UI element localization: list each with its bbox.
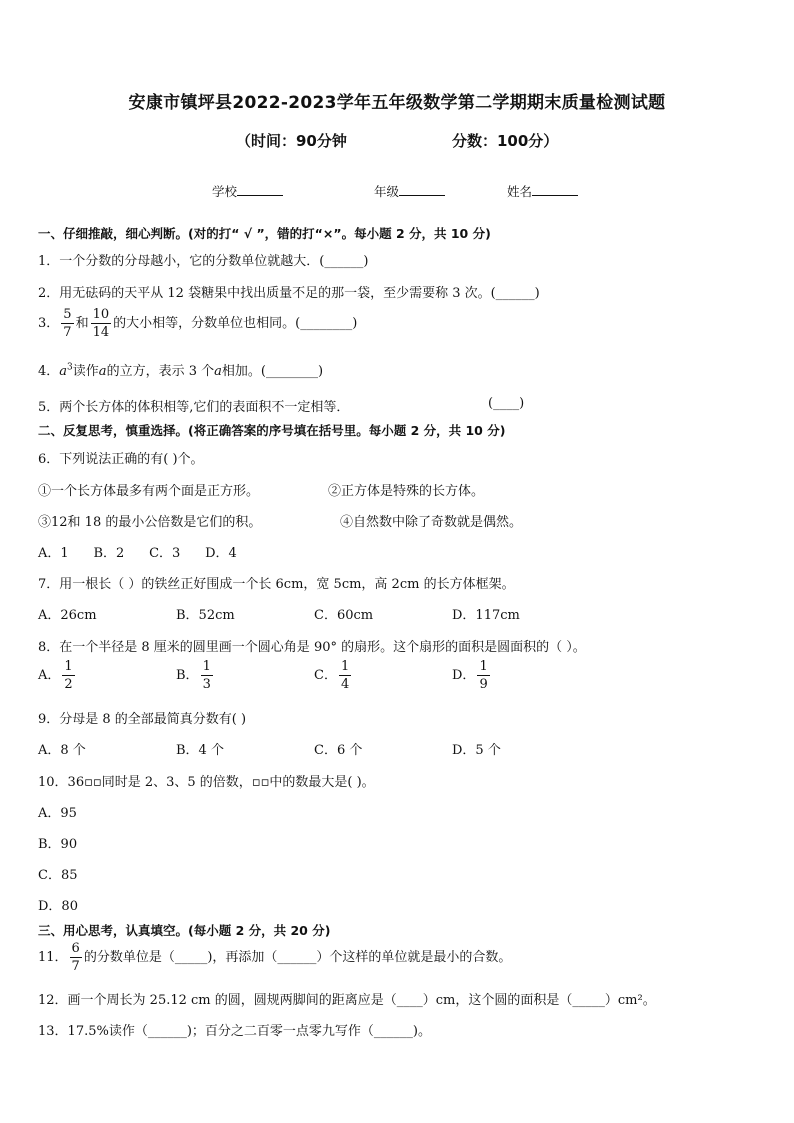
- question-10: 10．36▫▫同时是 2、3、5 的倍数，▫▫中的数最大是( )。: [38, 775, 375, 790]
- question-5-blank: (____): [488, 396, 525, 411]
- section-1-heading: 一、仔细推敲，细心判断。(对的打“ √ ”，错的打“×”。每小题 2 分，共 10 分): [38, 226, 491, 241]
- question-11: 11． $\frac{6}{7}$ 的分数单位是（_____)，再添加（______）个这样的单位就是最小的合数。: [38, 941, 512, 974]
- section-2-heading: 二、反复思考，慎重选择。(将正确答案的序号填在括号里。每小题 2 分，共 10 分): [38, 423, 506, 438]
- q3-number: 3．: [38, 316, 60, 331]
- question-13: 13．17.5%读作（______)；百分之二百零一点零九写作（______)。: [38, 1024, 431, 1039]
- q7-option-b: B．52cm: [176, 608, 235, 623]
- grade-label: 年级: [374, 184, 400, 199]
- q10-option-c: C．85: [38, 868, 78, 883]
- q9-option-b: B．4 个: [176, 743, 224, 758]
- q9-option-c: C．6 个: [314, 743, 363, 758]
- q10-option-b: B．90: [38, 837, 78, 852]
- q10-option-d: D．80: [38, 899, 78, 914]
- q8-d-fraction: $\frac{1}{9}$: [479, 659, 488, 692]
- q7-option-d: D．117cm: [452, 608, 520, 623]
- q6-options: A．1 B．2 C．3 D．4: [38, 546, 237, 561]
- question-7: 7．用一根长（ ）的铁丝正好围成一个长 6cm，宽 5cm，高 2cm 的长方体框架。: [38, 577, 515, 592]
- q7-option-a: A．26cm: [38, 608, 97, 623]
- q6-statement-4: ④自然数中除了奇数就是偶然。: [340, 515, 523, 530]
- question-6: 6．下列说法正确的有( )个。: [38, 452, 204, 467]
- q8-option-a: A． $\frac{1}{2}$: [38, 659, 73, 692]
- name-label: 姓名: [507, 184, 533, 199]
- time-limit: （时间：90分钟: [236, 132, 347, 150]
- q3-fraction-1: $\frac{5}{7}$: [63, 307, 72, 340]
- school-label: 学校: [212, 184, 238, 199]
- name-field[interactable]: [507, 182, 578, 200]
- q8-b-fraction: $\frac{1}{3}$: [202, 659, 211, 692]
- question-3: 3． $\frac{5}{7}$ 和 $\frac{10}{14}$ 的大小相等，分数单位也相同。(________): [38, 307, 358, 340]
- q8-option-b: B． $\frac{1}{3}$: [176, 659, 211, 692]
- q6-statement-1: ①一个长方体最多有两个面是正方形。: [38, 484, 260, 499]
- school-field[interactable]: [212, 182, 283, 200]
- question-2: 2．用无砝码的天平从 12 袋糖果中找出质量不足的那一袋，至少需要称 3 次。(______): [38, 286, 540, 301]
- q8-a-fraction: $\frac{1}{2}$: [64, 659, 73, 692]
- q7-option-c: C．60cm: [314, 608, 374, 623]
- question-9: 9．分母是 8 的全部最简真分数有( ): [38, 712, 247, 727]
- q8-option-c: C． $\frac{1}{4}$: [314, 659, 350, 692]
- question-1: 1．一个分数的分母越小，它的分数单位就越大．(______): [38, 254, 369, 269]
- q3-fraction-2: $\frac{10}{14}$: [92, 307, 110, 340]
- page-title: 安康市镇坪县2022-2023学年五年级数学第二学期期末质量检测试题: [128, 93, 666, 113]
- question-4: 4．$a^3$读作a的立方，表示 3 个a相加。(________): [38, 362, 324, 379]
- question-12: 12．画一个周长为 25.12 cm 的圆，圆规两脚间的距离应是（____）cm，这个圆的面积是（_____）cm²。: [38, 993, 656, 1008]
- q11-fraction: $\frac{6}{7}$: [71, 941, 80, 974]
- q6-statement-3: ③12和 18 的最小公倍数是它们的积。: [38, 515, 262, 530]
- section-3-heading: 三、用心思考，认真填空。(每小题 2 分，共 20 分): [38, 923, 331, 938]
- q10-option-a: A．95: [38, 806, 77, 821]
- q6-statement-2: ②正方体是特殊的长方体。: [328, 484, 485, 499]
- q9-option-d: D．5 个: [452, 743, 501, 758]
- q8-option-d: D． $\frac{1}{9}$: [452, 659, 488, 692]
- grade-field[interactable]: [374, 182, 445, 200]
- q8-c-fraction: $\frac{1}{4}$: [340, 659, 350, 692]
- question-5: 5．两个长方体的体积相等,它们的表面积不一定相等．: [38, 400, 350, 415]
- total-score: 分数：100分）: [452, 132, 559, 150]
- q9-option-a: A．8 个: [38, 743, 86, 758]
- question-8: 8．在一个半径是 8 厘米的圆里画一个圆心角是 90° 的扇形。这个扇形的面积是圆面积的（ ）。: [38, 640, 586, 655]
